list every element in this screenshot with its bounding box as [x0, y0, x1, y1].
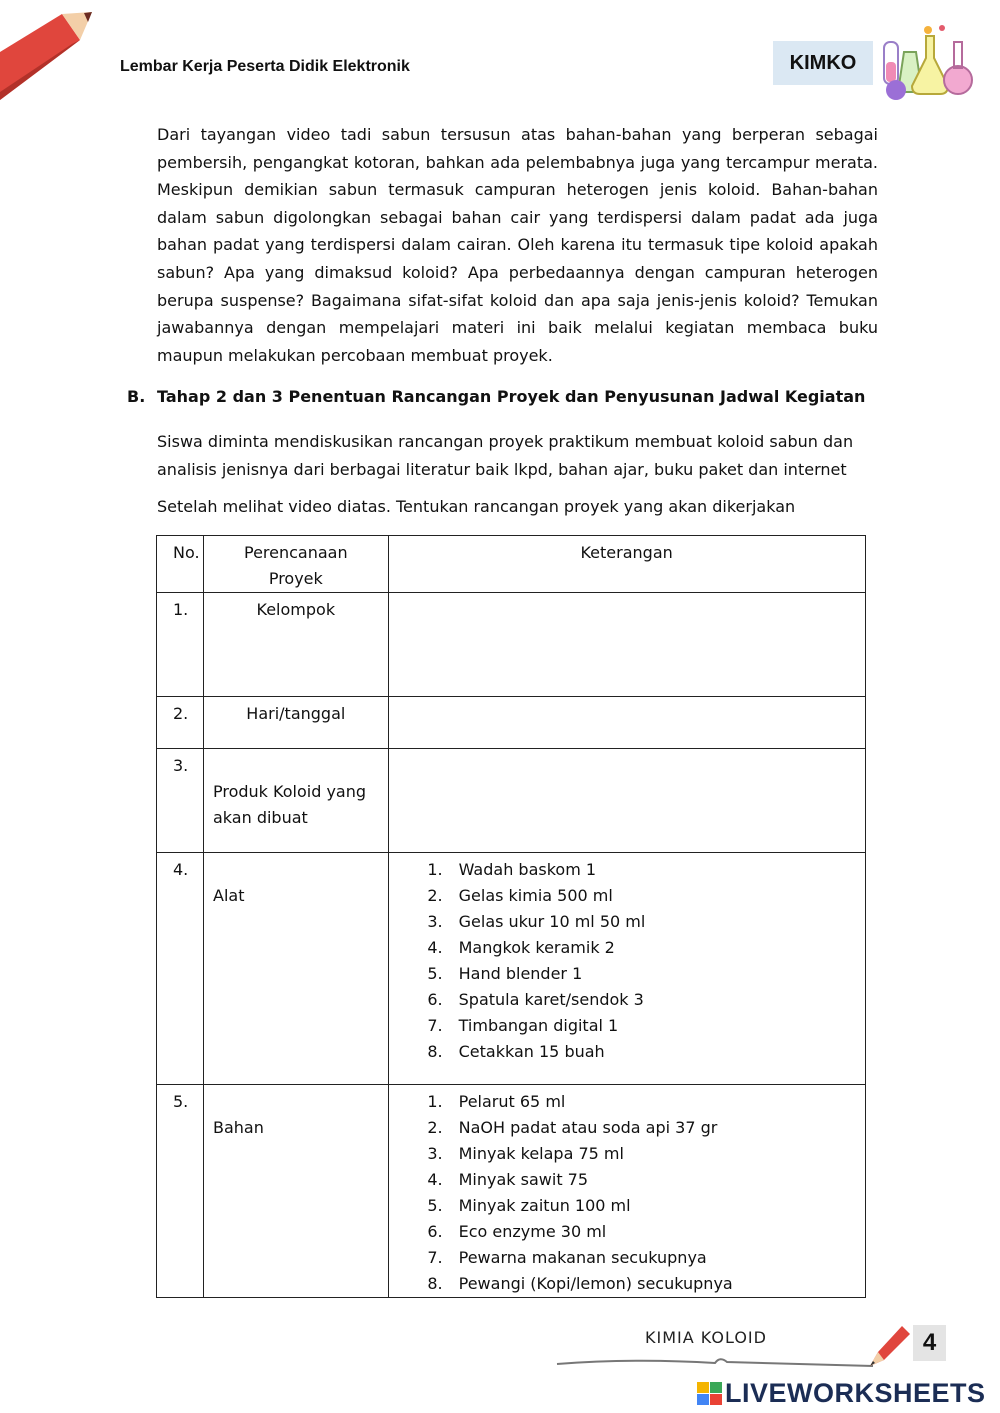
- intro-paragraph: Dari tayangan video tadi sabun tersusun atas bahan-bahan yang berperan sebagai pembersih, pengangkat kotoran, bahkan ada pelembabnya juga yang tercampur merata. Meskipun demikian sabun termasuk campuran heterogen jenis koloid. Bahan-bahan dalam sabun digolongkan sebagai bahan cair yang terdispersi dalam padat ada juga bahan padat yang terdispersi dalam cairan. Oleh karena itu termasuk tipe koloid apakah sabun? Apa yang dimaksud koloid? Apa perbedaannya dengan campuran heterogen berupa suspense? Bagaimana sifat-sifat koloid dan apa saja jenis-jenis koloid? Temukan jawabannya dengan mempelajari materi ini baik melalui kegiatan membaca buku maupun melakukan percobaan membuat proyek.: [157, 125, 878, 365]
- list-item: 7. Pewarna makanan secukupnya: [427, 1248, 707, 1267]
- table-row: [157, 749, 866, 853]
- row-number: 3.: [173, 756, 189, 775]
- pencil-icon: [866, 1322, 914, 1370]
- table-row: [157, 853, 866, 1085]
- row-plan-label: Hari/tanggal: [246, 704, 346, 723]
- answer-field-hari-tanggal[interactable]: [388, 697, 865, 749]
- list-item: 3. Minyak kelapa 75 ml: [427, 1144, 624, 1163]
- row-number: 2.: [173, 704, 189, 723]
- brand-text: LIVEWORKSHEETS: [725, 1378, 986, 1408]
- project-plan-table: [156, 535, 866, 1298]
- list-item: 4. Mangkok keramik 2: [427, 938, 615, 957]
- section-b-heading: [127, 387, 865, 406]
- list-item: 1. Pelarut 65 ml: [427, 1092, 566, 1111]
- page-number: 4: [913, 1325, 946, 1361]
- list-item: 6. Spatula karet/sendok 3: [427, 990, 644, 1009]
- worksheet-header-title: Lembar Kerja Peserta Didik Elektronik: [120, 58, 410, 75]
- pencil-icon: [0, 0, 110, 110]
- footer-divider: [555, 1350, 875, 1374]
- row-plan-label: Produk Koloid yang akan dibuat: [213, 782, 367, 827]
- list-item: 3. Gelas ukur 10 ml 50 ml: [427, 912, 646, 931]
- liveworksheets-logo-icon: [697, 1382, 723, 1406]
- row-number: 5.: [173, 1092, 189, 1111]
- list-item: 8. Pewangi (Kopi/lemon) secukupnya: [427, 1274, 733, 1293]
- list-item: 4. Minyak sawit 75: [427, 1170, 589, 1189]
- kimko-badge: KIMKO: [773, 41, 873, 85]
- header-plan: Perencanaan Proyek: [204, 536, 389, 593]
- bahan-list: [389, 1085, 865, 1297]
- answer-field-produk[interactable]: [388, 749, 865, 853]
- header-no: No.: [157, 536, 204, 593]
- list-item: 2. Gelas kimia 500 ml: [427, 886, 613, 905]
- header-keterangan: Keterangan: [388, 536, 865, 593]
- section-letter: B.: [127, 387, 146, 406]
- list-item: 5. Minyak zaitun 100 ml: [427, 1196, 631, 1215]
- row-plan-label: Alat: [213, 886, 245, 905]
- row-number: 4.: [173, 860, 189, 879]
- list-item: 1. Wadah baskom 1: [427, 860, 597, 879]
- table-row: [157, 1085, 866, 1298]
- list-item: 7. Timbangan digital 1: [427, 1016, 619, 1035]
- list-item: 5. Hand blender 1: [427, 964, 583, 983]
- section-title: Tahap 2 dan 3 Penentuan Rancangan Proyek dan Penyusunan Jadwal Kegiatan: [157, 387, 866, 406]
- table-row: [157, 593, 866, 697]
- liveworksheets-logo: [697, 1378, 986, 1409]
- footer-subject: KIMIA KOLOID: [645, 1328, 767, 1347]
- row-plan-label: Kelompok: [256, 600, 336, 619]
- alat-list: [389, 853, 865, 1065]
- instruction-text: Siswa diminta mendiskusikan rancangan proyek praktikum membuat koloid sabun dan analisis jenisnya dari berbagai literatur baik lkpd, bahan ajar, buku paket dan internet: [157, 432, 854, 479]
- table-header-row: [157, 536, 866, 593]
- list-item: 8. Cetakkan 15 buah: [427, 1042, 605, 1061]
- answer-field-kelompok[interactable]: [388, 593, 865, 697]
- row-number: 1.: [173, 600, 189, 619]
- table-row: [157, 697, 866, 749]
- list-item: 6. Eco enzyme 30 ml: [427, 1222, 607, 1241]
- lab-glassware-icon: [876, 22, 976, 102]
- instruction-text-2: Setelah melihat video diatas. Tentukan rancangan proyek yang akan dikerjakan: [157, 497, 796, 516]
- list-item: 2. NaOH padat atau soda api 37 gr: [427, 1118, 718, 1137]
- row-plan-label: Bahan: [213, 1118, 264, 1137]
